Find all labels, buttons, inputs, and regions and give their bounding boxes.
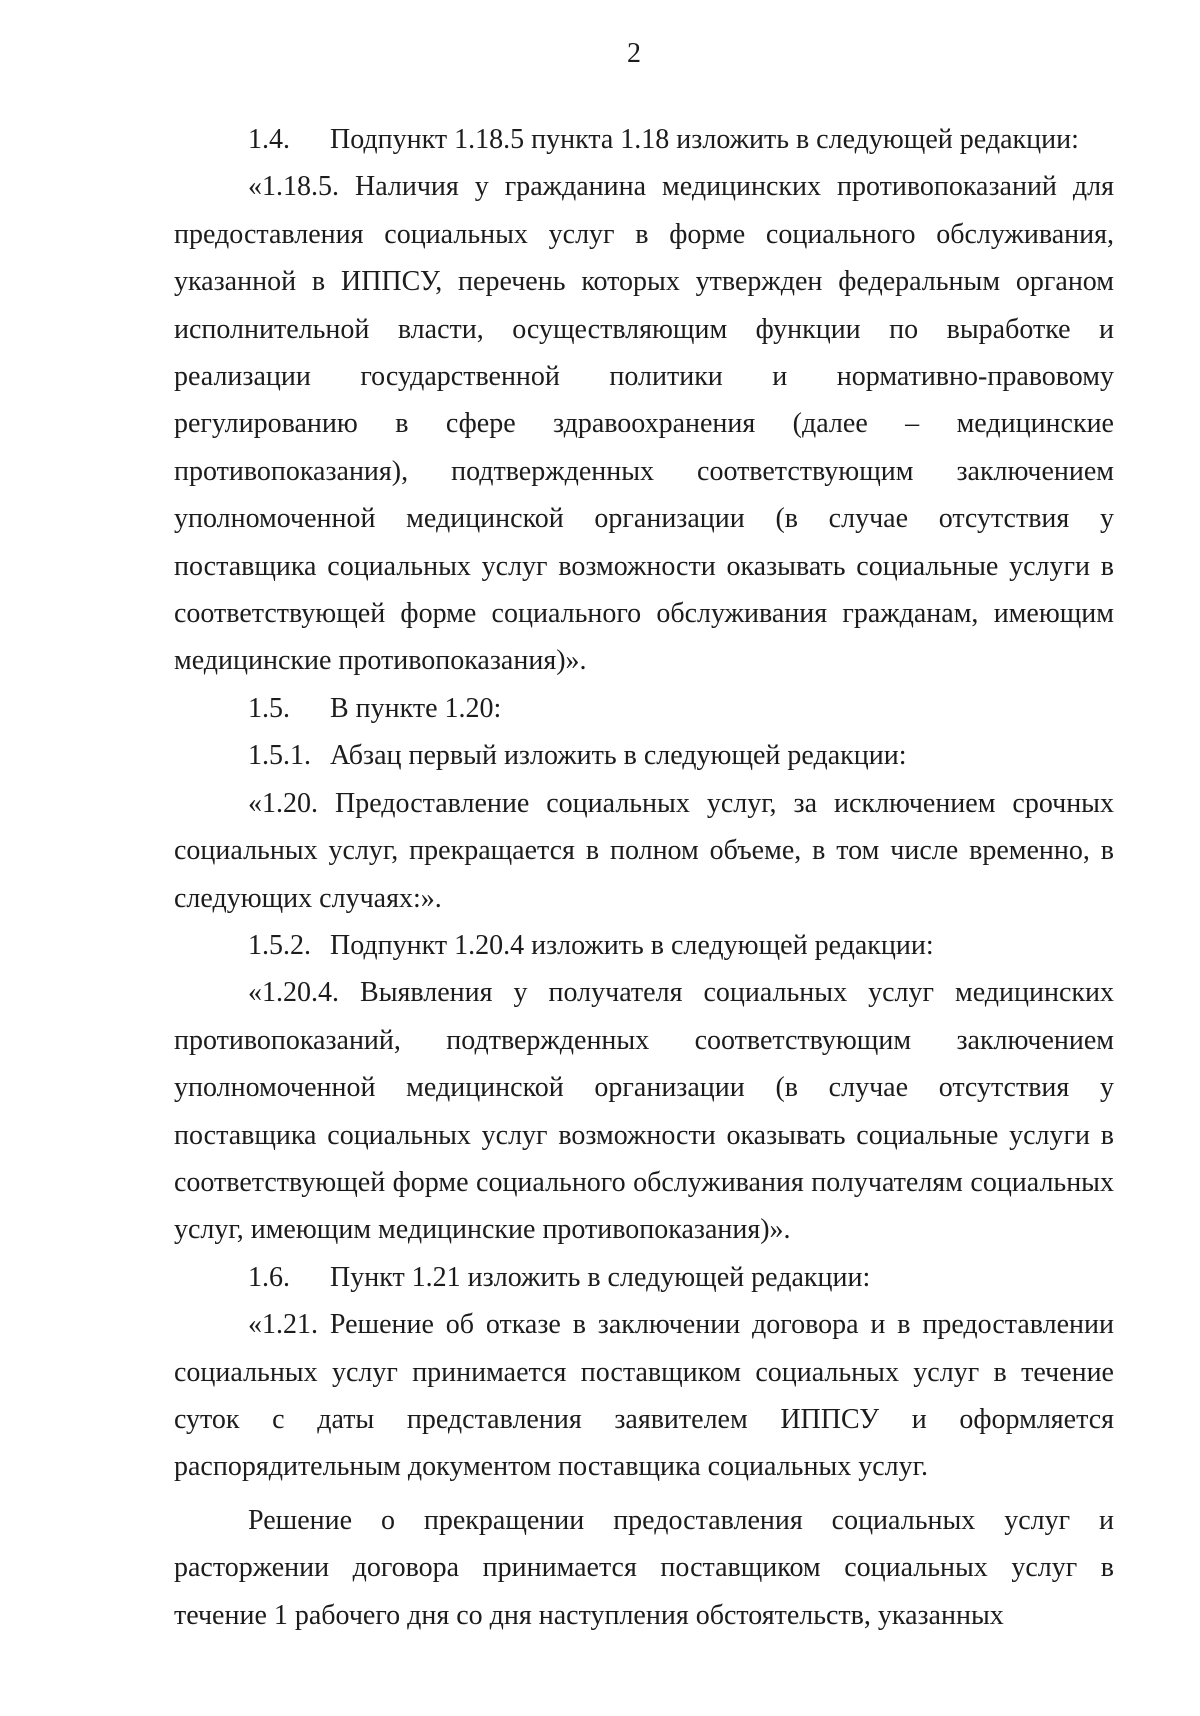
clause-number: 1.5. bbox=[248, 692, 290, 724]
clause-text: В пункте 1.20: bbox=[330, 692, 502, 724]
clause-1-6 bbox=[174, 1254, 1114, 1301]
clause-text: Подпункт 1.20.4 изложить в следующей редакции: bbox=[330, 929, 934, 961]
paragraph-termination-decision: Решение о прекращении предоставления социальных услуг и расторжении договора принимается поставщиком социальных услуг в течение 1 рабочего дня со дня наступления обстоятельств, указанных bbox=[174, 1504, 1114, 1631]
clause-number: 1.5.1. bbox=[248, 740, 311, 772]
quoted-paragraph-1-21: «1.21. Решение об отказе в заключении договора и в предоставлении социальных услуг принимается поставщиком социальных услуг в течение суток с даты представления заявителем ИППСУ и оформляется распорядительным документом поставщика социальных услуг. bbox=[174, 1309, 1114, 1483]
clause-1-5-2 bbox=[174, 922, 1114, 969]
clause-1-5 bbox=[174, 685, 1114, 732]
quoted-paragraph-1-18-5: «1.18.5. Наличия у гражданина медицинских противопоказаний для предоставления социальных услуг в форме социального обслуживания, указанной в ИППСУ, перечень которых утвержден федеральным органом исполнительной власти, осуществляющим функции по выработке и реализации государственной политики и нормативно-правовому регулированию в сфере здравоохранения (далее – медицинские противопоказания), подтвержденных соответствующим заключением уполномоченной медицинской организации (в случае отсутствия у поставщика социальных услуг возможности оказывать социальные услуги в соответствующей форме социального обслуживания гражданам, имеющим медицинские противопоказания)». bbox=[174, 171, 1114, 677]
document-body bbox=[174, 116, 1114, 1639]
clause-1-5-1 bbox=[174, 732, 1114, 779]
page-number: 2 bbox=[627, 38, 641, 69]
clause-number: 1.4. bbox=[248, 124, 290, 155]
clause-1-4 bbox=[174, 116, 1114, 163]
clause-text: Пункт 1.21 изложить в следующей редакции: bbox=[330, 1261, 871, 1293]
clause-number: 1.6. bbox=[248, 1261, 290, 1293]
clause-text: Подпункт 1.18.5 пункта 1.18 изложить в следующей редакции: bbox=[330, 124, 1079, 155]
quoted-paragraph-1-20-4: «1.20.4. Выявления у получателя социальных услуг медицинских противопоказаний, подтвержденных соответствующим заключением уполномоченной медицинской организации (в случае отсутствия у поставщика социальных услуг возможности оказывать социальные услуги в соответствующей форме социального обслуживания получателям социальных услуг, имеющим медицинские противопоказания)». bbox=[174, 977, 1114, 1246]
clause-text: Абзац первый изложить в следующей редакции: bbox=[330, 740, 907, 772]
clause-number: 1.5.2. bbox=[248, 929, 311, 961]
quoted-paragraph-1-20: «1.20. Предоставление социальных услуг, за исключением срочных социальных услуг, прекращается в полном объеме, в том числе временно, в следующих случаях:». bbox=[174, 787, 1114, 914]
